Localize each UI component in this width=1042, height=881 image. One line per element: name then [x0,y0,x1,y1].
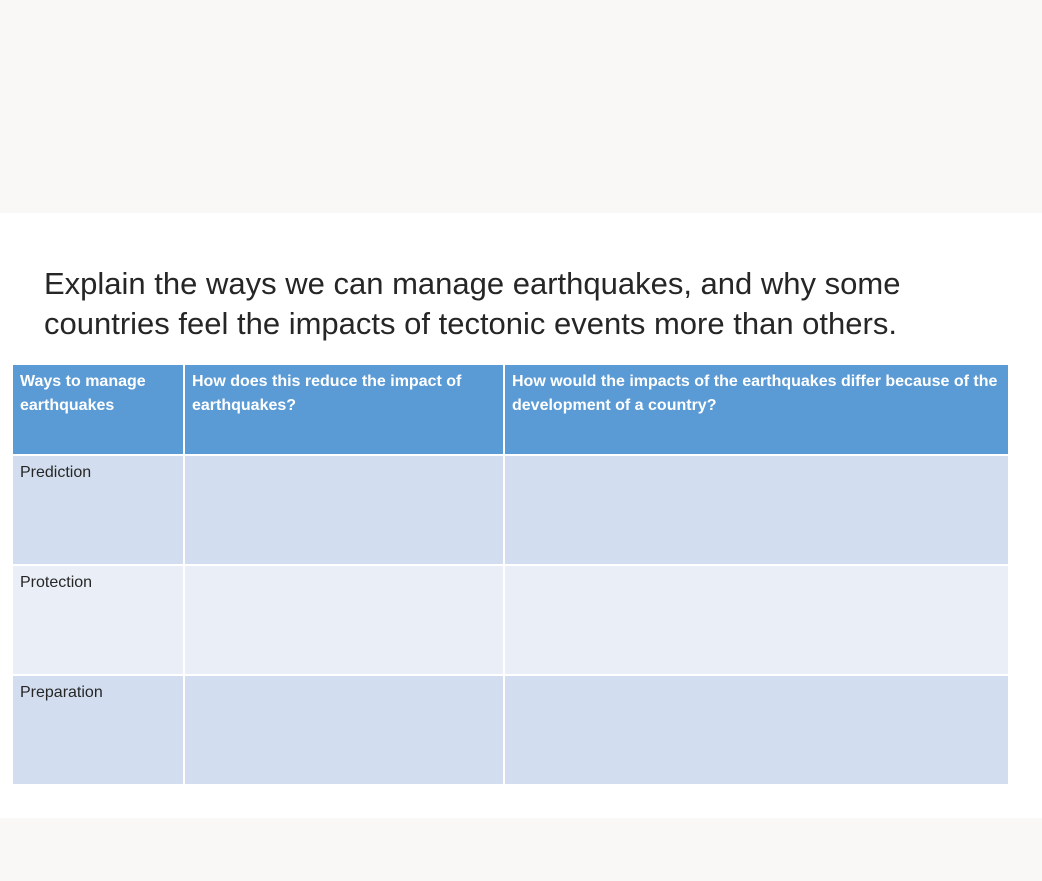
cell-reduce-prediction[interactable] [184,455,504,565]
table-row-preparation [12,675,1009,785]
cell-way-protection: Protection [12,565,184,675]
cell-differ-protection[interactable] [504,565,1009,675]
table-header-row [12,364,1009,455]
top-background [0,0,1042,213]
management-table [11,363,1010,786]
header-impacts-differ-development: How would the impacts of the earthquakes differ because of the development of a country? [504,364,1009,455]
cell-way-prediction: Prediction [12,455,184,565]
header-ways-to-manage: Ways to manage earthquakes [12,364,184,455]
cell-differ-prediction[interactable] [504,455,1009,565]
cell-way-preparation: Preparation [12,675,184,785]
cell-reduce-preparation[interactable] [184,675,504,785]
cell-reduce-protection[interactable] [184,565,504,675]
slide-title: Explain the ways we can manage earthquakes, and why some countries feel the impacts of tectonic events more than others. [44,266,901,341]
cell-differ-preparation[interactable] [504,675,1009,785]
header-how-reduce-impact: How does this reduce the impact of earthquakes? [184,364,504,455]
table-row-prediction [12,455,1009,565]
bottom-background [0,818,1042,881]
table-row-protection [12,565,1009,675]
